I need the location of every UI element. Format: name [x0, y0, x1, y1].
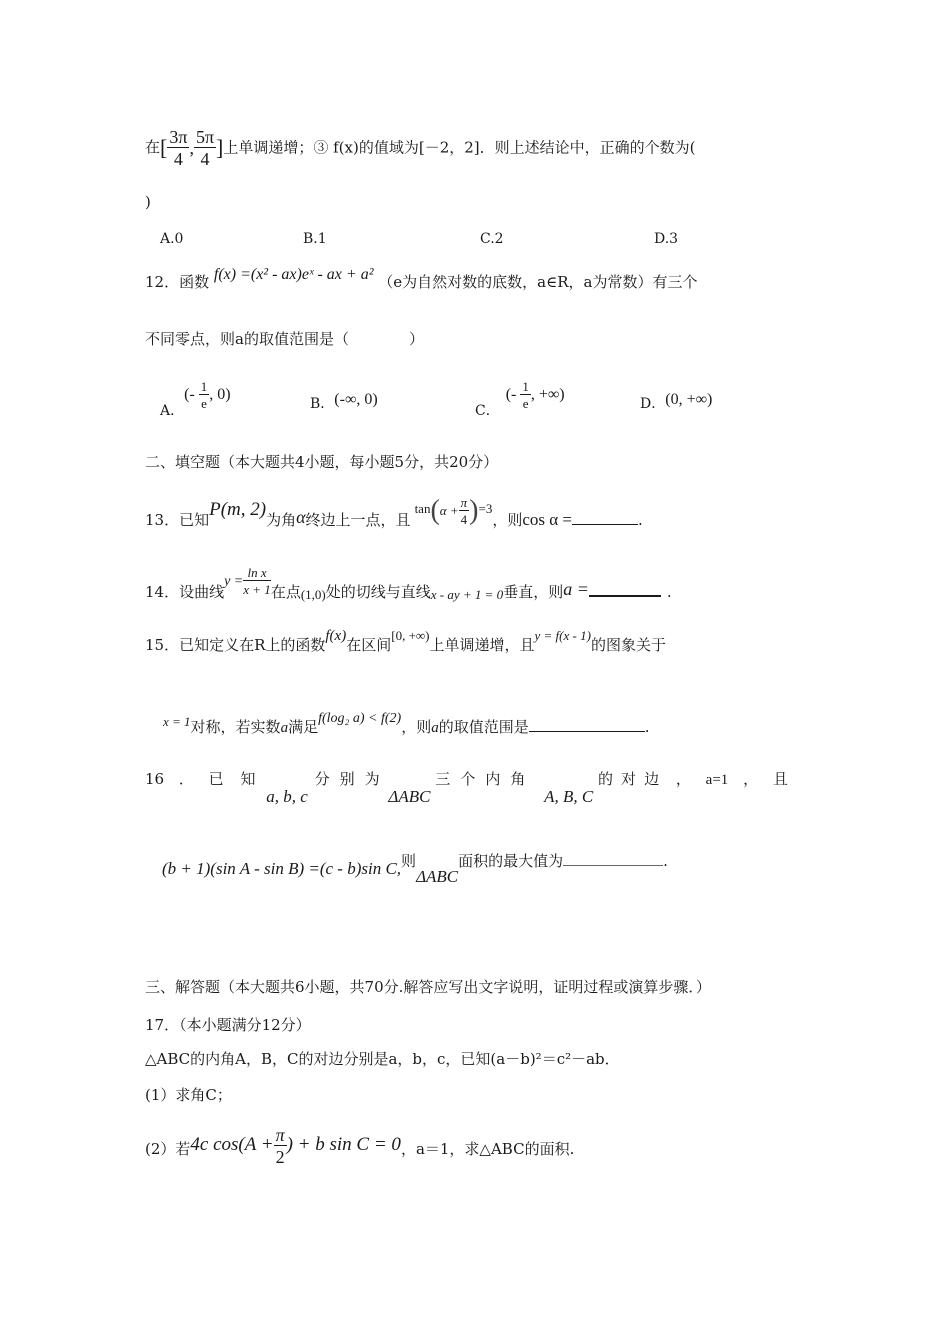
q17-title: 17．（本小题满分12分） — [145, 1016, 311, 1034]
q11-frac-a: $\frac{3\pi}{4}$ — [169, 127, 188, 169]
q17-part2: (2）若4c cos(A + $\frac{\pi}{2}$ ) + b sin C = 0，a＝1，求△ABC的面积. — [145, 1125, 575, 1167]
q15-inequality: f(log₂ a) < f(2) — [318, 711, 402, 726]
q13-cos: cos α = — [522, 510, 572, 529]
q12-line — [145, 266, 698, 291]
q16-line1: 16 ． 已 知 a, b, c 分 别 为 ΔABC 三 个 内 角 A, B, C 的 对 边 ， a=1 ， 且 — [145, 770, 788, 806]
q16-equation: (b + 1)(sin A - sin B) =(c - b)sin C, — [162, 859, 402, 878]
q12-line2: 不同零点，则a的取值范围是（ ） — [145, 330, 424, 348]
q12-option-d: D．(0, +∞) — [640, 391, 713, 412]
q11-option-b: B.1 — [303, 231, 327, 247]
q11-frac-b: $\frac{5\pi}{4}$ — [195, 127, 215, 169]
q15-line1: 15．已知定义在R上的函数f(x)在区间[0, +∞)上单调递增，且y = f(x - 1)的图象关于 — [145, 628, 666, 654]
q13-line: 13．已知P(m, 2)为角α终边上一点，且tan(α + $\frac{\pi}{4}$ )=3，则cos α = . — [145, 495, 643, 529]
q14-line: 14．设曲线y = $\frac{\text{ln x}}{x + 1}$ 在点(1,0)处的切线与直线x - ay + 1 = 0垂直，则a = . — [145, 565, 672, 602]
q11-close-paren: ) — [145, 193, 151, 211]
q15-answer-blank[interactable] — [529, 731, 645, 732]
q15-line2: x = 1对称，若实数a满足f(log₂ a) < f(2)，则a的取值范围是 . — [163, 711, 650, 736]
q11-line: 在[ $\frac{3\pi}{4}$ , $\frac{5\pi}{4}$ ]上单调递增；③ f(x)的值域为[－2，2]．则上述结论中，正确的个数为( — [145, 127, 696, 169]
q12-option-b: B．(-∞, 0) — [310, 391, 378, 412]
q11-prefix: 在 — [145, 138, 161, 156]
q14-answer-blank[interactable] — [589, 595, 661, 597]
q13-point: P(m, 2) — [209, 499, 267, 520]
q12-func: f(x) =(x² - ax)eˣ - ax + a² — [213, 266, 374, 283]
q17-stem: △ABC的内角A，B，C的对边分别是a，b，c，已知(a－b)²＝c²－ab． — [145, 1050, 620, 1068]
q13-tan: tan — [414, 501, 431, 516]
q11-option-d: D.3 — [654, 231, 679, 247]
section2-heading: 二、填空题（本大题共4小题，每小题5分，共20分） — [145, 453, 499, 471]
q12-option-c: C．(- $\frac{1}{e}$ , +∞) — [475, 379, 565, 419]
q16-answer-blank[interactable] — [563, 865, 663, 866]
q13-answer-blank[interactable] — [572, 524, 638, 525]
q11-option-c: C.2 — [480, 231, 504, 247]
q12-option-a: A．(- $\frac{1}{e}$ , 0) — [160, 379, 231, 419]
q12-number: 12．函数 — [145, 273, 210, 291]
q11-option-a: A.0 — [160, 231, 184, 247]
q11-text: 上单调递增；③ f(x)的值域为[－2，2]．则上述结论中，正确的个数为( — [223, 138, 696, 157]
q14-frac: $\frac{\text{ln x}}{x + 1}$ — [243, 565, 271, 597]
q12-note: （e为自然对数的底数，a∈R，a为常数）有三个 — [378, 273, 698, 291]
q17-part1: (1）求角C； — [145, 1086, 232, 1104]
q16-line2: (b + 1)(sin A - sin B) =(c - b)sin C,则ΔABC面积的最大值为 . — [162, 852, 668, 886]
section3-heading: 三、解答题（本大题共6小题，共70分.解答应写出文字说明，证明过程或演算步骤．） — [145, 978, 711, 996]
